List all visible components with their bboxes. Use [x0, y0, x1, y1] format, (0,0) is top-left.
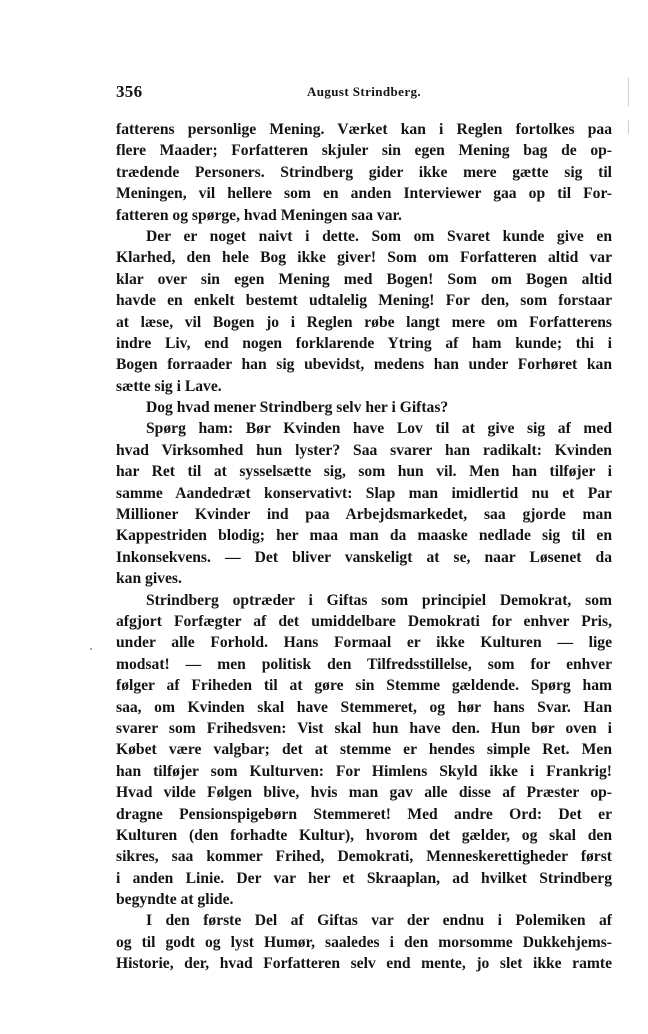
text-line: fatteren og spørge, hvad Meningen saa var.	[116, 206, 402, 224]
text-line: hvad Virksomhed hun lyster? Saa svarer han radikalt: Kvinden	[116, 441, 612, 459]
text-line: fatterens personlige Mening. Værket kan i Reglen fortolkes paa	[116, 121, 612, 138]
scan-edge-mark	[628, 78, 629, 106]
text-line: i anden Linie. Der var her et Skraaplan, ad hvilket Strindberg	[116, 869, 612, 887]
text-line: kan gives.	[116, 570, 182, 588]
page-header	[116, 82, 612, 104]
text-line: at læse, vil Bogen jo i Reglen røbe langt mere om Forfatterens	[116, 313, 612, 331]
scan-edge-mark	[628, 120, 629, 134]
text-line: sikres, saa kommer Frihed, Demokrati, Menneskerettigheder først	[116, 848, 612, 866]
text-line: Millioner Kvinder ind paa Arbejdsmarkedet, saa gjorde man	[116, 506, 612, 524]
text-line: Historie, der, hvad Forfatteren selv end mente, jo slet ikke ramte	[116, 955, 612, 973]
text-line: begyndte at glide.	[116, 891, 234, 909]
text-line: sætte sig i Lave.	[116, 377, 222, 395]
text-line: Spørg ham: Bør Kvinden have Lov til at give sig af med	[146, 420, 612, 438]
text-line: I den første Del af Giftas var der endnu i Polemiken af	[146, 912, 612, 930]
text-line: under alle Forhold. Hans Formaal er ikke Kulturen — lige	[116, 634, 612, 652]
body-text	[116, 119, 612, 975]
text-line: indre Liv, end nogen forklarende Ytring af ham kunde; thi i	[116, 334, 612, 352]
text-line: samme Aandedræt konservativt: Slap man imidlertid nu et Par	[116, 484, 612, 502]
text-line: han tilføjer som Kulturven: For Himlens Skyld ikke i Frankrig!	[116, 762, 612, 780]
text-line: dragne Pensionspigebørn Stemmeret! Med andre Ord: Det er	[116, 805, 612, 823]
text-line: havde en enkelt bestemt udtalelig Mening! For den, som forstaar	[116, 292, 612, 310]
page-number: 356	[116, 82, 143, 101]
text-line: afgjort Forfægter af det umiddelbare Demokrati for enhver Pris,	[116, 612, 612, 630]
text-line: følger af Friheden til at gøre sin Stemme gældende. Spørg ham	[116, 677, 612, 695]
text-line: Meningen, vil hellere som en anden Interviewer gaa op til For-	[116, 185, 612, 203]
text-line: Kappestriden blodig; her maa man da maaske nedlade sig til en	[116, 527, 612, 545]
text-line: Inkonsekvens. — Det bliver vanskeligt at se, naar Løsenet da	[116, 548, 612, 566]
text-line: klar over sin egen Mening med Bogen! Som om Bogen altid	[116, 270, 612, 288]
text-line: har Ret til at sysselsætte sig, som hun vil. Men han tilføjer i	[116, 463, 612, 481]
text-line: og til godt og lyst Humør, saaledes i den morsomme Dukkehjems-	[116, 933, 612, 951]
text-line: svarer som Frihedsven: Vist skal hun have den. Hun bør oven i	[116, 719, 612, 737]
text-line: Dog hvad mener Strindberg selv her i Giftas?	[146, 399, 449, 417]
running-head: August Strindberg.	[306, 84, 422, 99]
text-line: Strindberg optræder i Giftas som principiel Demokrat, som	[146, 591, 612, 609]
text-line: trædende Personers. Strindberg gider ikke mere gætte sig til	[116, 163, 612, 181]
text-line: Bogen forraader han sig ubevidst, medens han under Forhøret kan	[116, 356, 612, 374]
text-line: Der er noget naivt i dette. Som om Svaret kunde give en	[146, 227, 612, 245]
text-line: Hvad vilde Følgen blive, hvis man gav alle disse af Præster op-	[116, 784, 612, 802]
text-line: Kulturen (den forhadte Kultur), hvorom det gælder, og skal den	[116, 826, 612, 844]
text-line: saa, om Kvinden skal have Stemmeret, og hør hans Svar. Han	[116, 698, 612, 716]
text-line: Købet være valgbar; det at stemme er hendes simple Ret. Men	[116, 741, 612, 759]
text-line: flere Maader; Forfatteren skjuler sin egen Mening bag de op-	[116, 142, 612, 160]
scan-speck	[90, 648, 92, 650]
text-line: modsat! — men politisk den Tilfredsstillelse, som for enhver	[116, 655, 612, 673]
text-line: Klarhed, den hele Bog ikke giver! Som om Forfatteren altid var	[116, 249, 612, 267]
